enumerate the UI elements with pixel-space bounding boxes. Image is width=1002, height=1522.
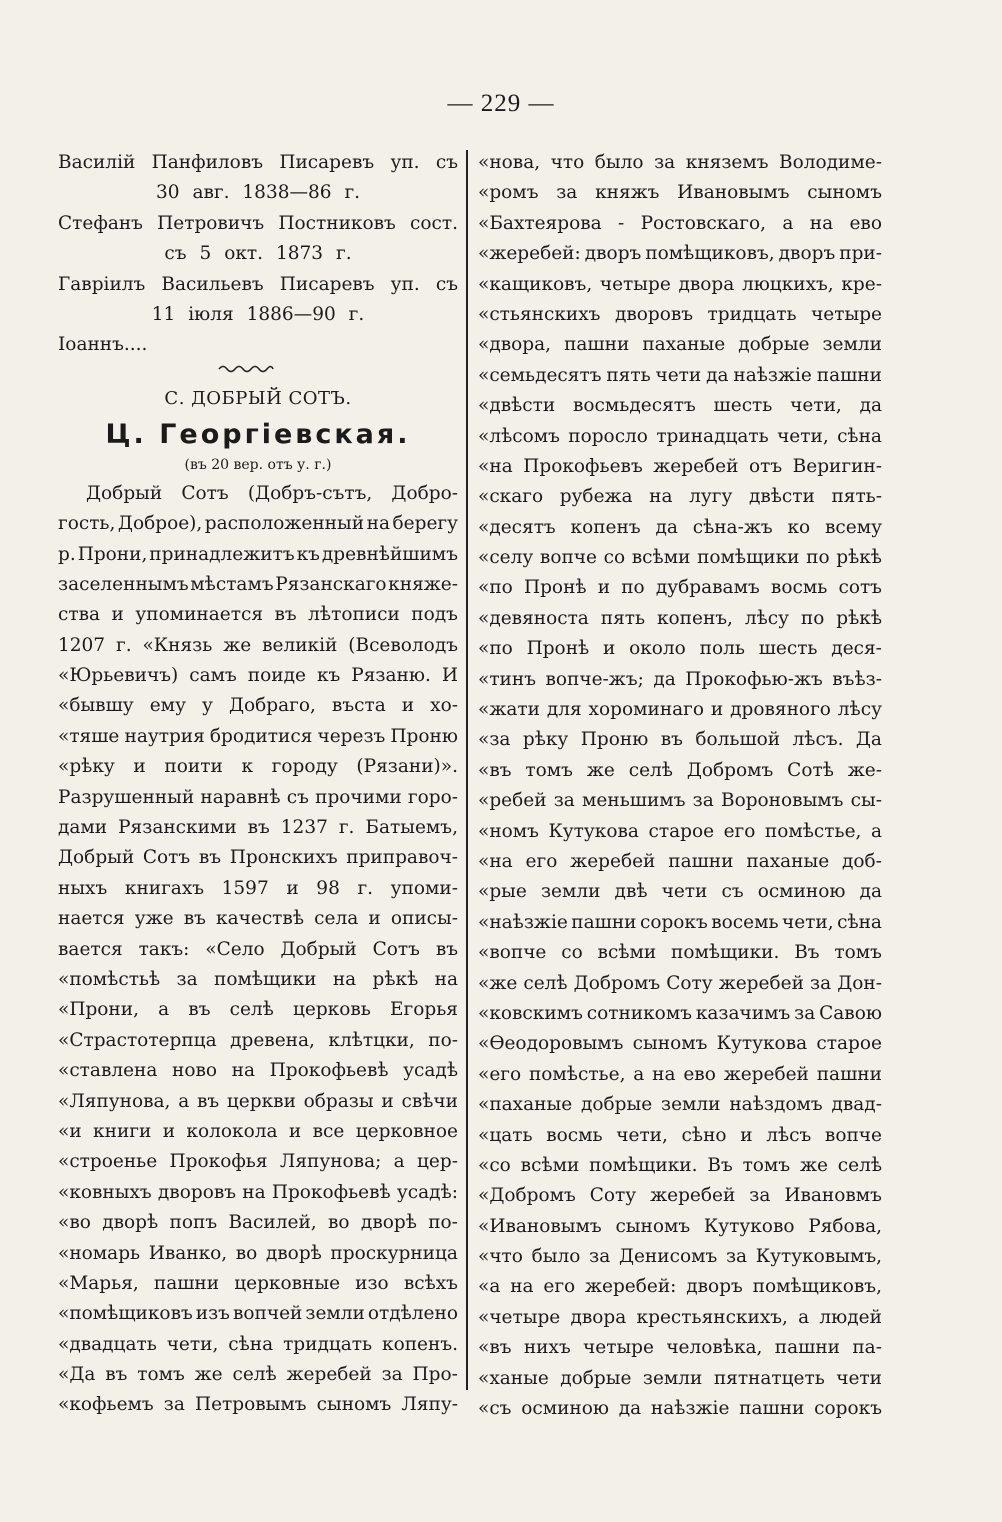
text-line: «цать восмь чети, сѣно и лѣсъ вопче (478, 1124, 882, 1146)
text-line: р. Прони, принадлежитъ къ древнѣйшимъ (58, 543, 458, 565)
text-line: «Ѳеодоровымъ сыномъ Кутукова старое (478, 1033, 882, 1055)
text-line: «лѣсомъ поросло тринадцать чети, сѣна (478, 425, 882, 447)
text-line: «наѣзжіе пашни сорокъ восемь чети, сѣна (478, 911, 882, 933)
text-line: Разрушенный наравнѣ съ прочими горо- (58, 786, 458, 808)
text-line: «во дворѣ попъ Василей, во дворѣ по- (58, 1212, 458, 1234)
right-column (478, 148, 882, 1424)
text-line: «двадцать чети, сѣна тридцать копенъ. (58, 1333, 458, 1355)
text-line: «двѣсти восмьдесятъ шесть чети, да (478, 395, 882, 417)
text-line: «селу вопче со всѣми помѣщики по рѣкѣ (478, 547, 882, 569)
text-line: «номъ Кутукова старое его помѣстье, а (478, 820, 882, 842)
text-line: «Бахтеярова - Ростовскаго, а на ево (478, 212, 882, 234)
text-line: вается такъ: «Село Добрый Сотъ въ (58, 938, 458, 960)
text-line: «съ осминою да наѣзжіе пашни сорокъ (478, 1398, 882, 1420)
text-line: «ромъ за княжъ Ивановымъ сыномъ (478, 182, 882, 204)
text-line: «Марья, пашни церковные изо всѣхъ (58, 1272, 458, 1294)
text-line: «же селѣ Добромъ Соту жеребей за Дон- (478, 972, 882, 994)
text-line: Василій Панфиловъ Писаревъ уп. съ (58, 152, 458, 173)
text-line: «Прони, а въ селѣ церковь Егорья (58, 999, 458, 1021)
text-line: «на Прокофьевъ жеребей отъ Веригин- (478, 455, 882, 477)
text-line: «его помѣстье, а на ево жеребей пашни (478, 1063, 882, 1085)
text-line: «стьянскихъ дворовъ тридцать четыре (478, 303, 882, 325)
text-line: «на его жеребей пашни паханые доб- (478, 850, 882, 872)
text-line: Стефанъ Петровичъ Постниковъ сост. (58, 212, 458, 234)
text-line: «Ивановымъ сыномъ Кутуково Рябова, (478, 1215, 882, 1237)
text-line: «рѣку и поити к городу (Рязани)». (58, 756, 458, 778)
right-body-text (478, 148, 882, 1424)
text-line: «десятъ копенъ да сѣна-жъ ко всему (478, 516, 882, 538)
distance-note: (въ 20 вер. отъ у. г.) (184, 456, 332, 473)
text-line: гость, Доброе), расположенный на берегу (58, 513, 458, 535)
text-line: «со всѣми помѣщики. Въ томъ же селѣ (478, 1154, 882, 1176)
text-line: 11 іюля 1886—90 г. (151, 303, 365, 325)
text-line: «строенье Прокофья Ляпунова; а цер- (58, 1151, 458, 1173)
text-line: «двора, пашни паханые добрые земли (478, 334, 882, 356)
text-line: «и книги и колокола и все церковное (58, 1120, 458, 1142)
text-line: дами Рязанскими въ 1237 г. Батыемъ, (58, 817, 458, 839)
text-line: «ханые добрые земли пятнатцеть чети (478, 1367, 882, 1389)
text-line: 1207 г. «Князь же великій (Всеволодъ (58, 634, 458, 656)
left-column (58, 148, 458, 1421)
text-line: «вопче со всѣми помѣщики. Въ томъ (478, 942, 882, 964)
text-line: съ 5 окт. 1873 г. (164, 243, 352, 265)
text-line: «жати для хороминаго и дровяного лѣсу (478, 699, 882, 721)
text-line: «паханые добрые земли наѣздомъ двад- (478, 1094, 882, 1116)
text-line: заселеннымъ мѣстамъ Рязанскаго княже- (58, 573, 458, 595)
text-line: «Добромъ Соту жеребей за Ивановмъ (478, 1185, 882, 1207)
text-line: 30 авг. 1838—86 г. (155, 182, 361, 204)
text-line: «скаго рубежа на лугу двѣсти пять- (478, 486, 882, 508)
clergy-list (58, 148, 458, 361)
column-rule (466, 150, 468, 1390)
text-line: «а на его жеребей: дворъ помѣщиковъ, (478, 1276, 882, 1298)
text-line: «тинъ вопче-жъ; да Прокофью-жъ въѣз- (478, 668, 882, 690)
text-line: «кофьемъ за Петровымъ сыномъ Ляпу- (58, 1394, 458, 1416)
text-line: «четыре двора крестьянскихъ, а людей (478, 1306, 882, 1328)
text-line: «ставлена ново на Прокофьевѣ усадѣ (58, 1060, 458, 1082)
text-line: «Да въ томъ же селѣ жеребей за Про- (58, 1364, 458, 1386)
text-line: «по Пронѣ и по дубравамъ восмь сотъ (478, 577, 882, 599)
text-line: «девяноста пять копенъ, лѣсу по рѣкѣ (478, 607, 882, 629)
text-line: «Юрьевичъ) самъ поиде къ Рязаню. И (58, 665, 458, 687)
text-line: «ребей за меньшимъ за Вороновымъ сы- (478, 790, 882, 812)
ornament-divider (58, 361, 458, 383)
text-line: ства и упоминается въ лѣтописи подъ (58, 604, 458, 626)
text-line: «въ нихъ четыре человѣка, пашни па- (478, 1337, 882, 1359)
text-line: Добрый Сотъ въ Пронскихъ приправоч- (58, 847, 458, 869)
text-line: «жеребей: дворъ помѣщиковъ, дворъ при- (478, 243, 882, 265)
text-line: ныхъ книгахъ 1597 и 98 г. упоми- (58, 877, 458, 899)
text-line: «тяше наутрия бродитися черезъ Проню (58, 725, 458, 747)
text-line: «кащиковъ, четыре двора люцкихъ, кре- (478, 273, 882, 295)
text-line: «въ томъ же селѣ Добромъ Сотѣ же- (478, 759, 882, 781)
text-line: «семьдесятъ пять чети да наѣзжіе пашни (478, 364, 882, 386)
page-number: — 229 — (447, 90, 555, 117)
text-line: Добрый Сотъ (Добръ-сътъ, Добро- (86, 482, 458, 504)
wavy-rule-icon (218, 363, 274, 375)
text-line: нается уже въ качествѣ села и описы- (58, 908, 458, 930)
text-line: «что было за Денисомъ за Кутуковымъ, (478, 1246, 882, 1268)
text-line: «ковныхъ дворовъ на Прокофьевѣ усадѣ: (58, 1181, 458, 1203)
text-line: «Страстотерпца древена, клѣтцки, по- (58, 1029, 458, 1051)
text-line: «Ляпунова, а въ церкви образы и свѣчи (58, 1090, 458, 1112)
text-line: «помѣщиковъ изъ вопчей земли отдѣлено (58, 1303, 458, 1325)
village-heading: С. ДОБРЫЙ СОТЪ. (164, 387, 352, 409)
text-line: «по Пронѣ и около поль шесть деся- (478, 638, 882, 660)
text-line: «бывшу ему у Добраго, въста и хо- (58, 695, 458, 717)
text-line: «нова, что было за княземъ Володиме- (478, 152, 882, 173)
left-body-text (58, 479, 458, 1421)
church-heading: Ц. Георгіевская. (105, 418, 411, 450)
text-line: Іоаннъ.... (58, 334, 148, 356)
text-line: «помѣстьѣ за помѣщики на рѣкѣ на (58, 968, 458, 990)
text-line: Гавріилъ Васильевъ Писаревъ уп. съ (58, 273, 458, 295)
text-line: «за рѣку Проню въ большой лѣсъ. Да (478, 729, 882, 751)
text-line: «ковскимъ сотникомъ казачимъ за Савою (478, 1002, 882, 1024)
text-line: «номарь Иванко, во дворѣ проскурница (58, 1242, 458, 1264)
text-line: «рые земли двѣ чети съ осминою да (478, 881, 882, 903)
